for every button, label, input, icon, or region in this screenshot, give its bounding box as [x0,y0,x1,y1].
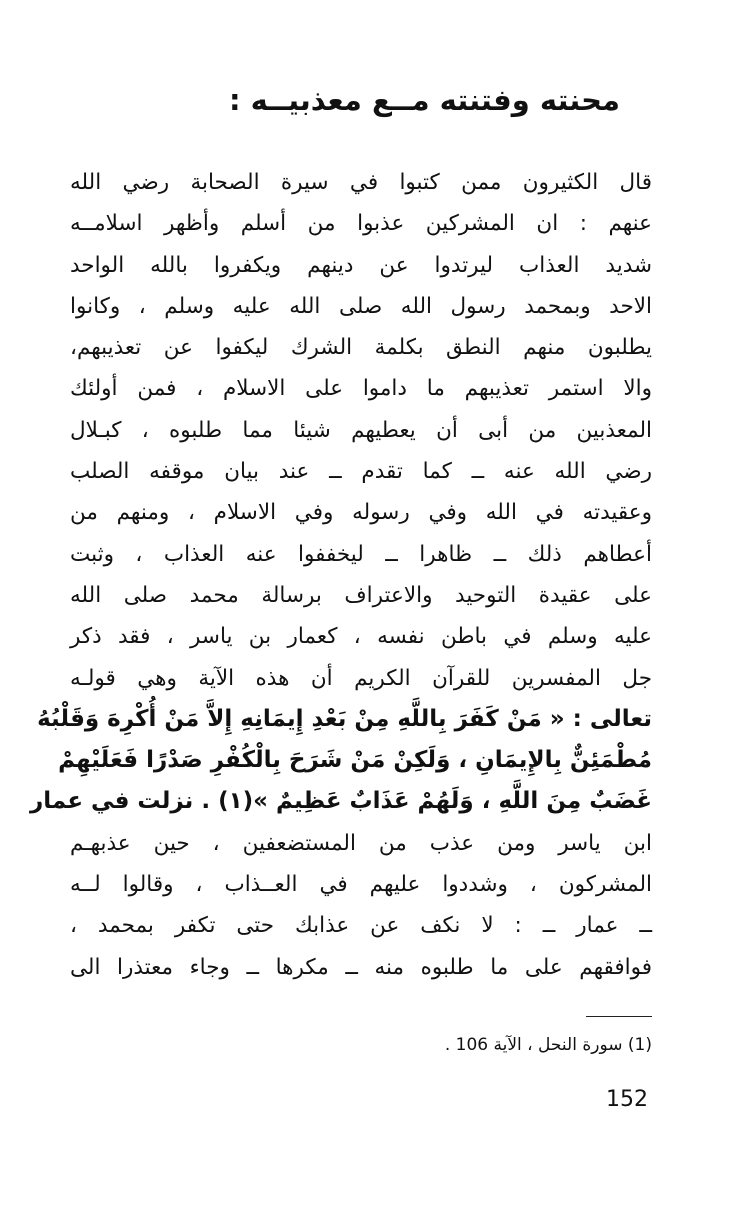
body-line: المشركون ، وشددوا عليهم في العــذاب ، وقالوا لــه [70,872,652,898]
body-line: ــ عمار ــ : لا نكف عن عذابك حتى تكفر بمحمد ، [70,913,652,939]
body-line: ابن ياسر ومن عذب من المستضعفين ، حين عذبهـم [70,830,652,856]
body-line: فوافقهم على ما طلبوه منه ــ مكرها ــ وجاء معتذرا الى [70,954,652,980]
quran-verse-line: تعالى : « مَنْ كَفَرَ بِاللَّهِ مِنْ بَعْدِ إِيمَانِهِ إِلاَّ مَنْ أُكْرِهَ وَقَلْبُهُ [37,705,652,732]
quran-verse-line: مُطْمَئِنٌّ بِالإِيمَانِ ، وَلَكِنْ مَنْ شَرَحَ بِالْكُفْرِ صَدْرًا فَعَلَيْهِمْ [58,747,652,774]
page-number: 152 [606,1087,648,1112]
body-line: يطلبون منهم النطق بكلمة الشرك ليكفوا عن تعذيبهم، [70,335,652,361]
quran-verse-line: غَضَبٌ مِنَ اللَّهِ ، وَلَهُمْ عَذَابٌ عَظِيمٌ »(١) . نزلت في عمار [30,788,652,815]
body-line: عنهم : ان المشركين عذبوا من أسلم وأظهر اسلامــه [70,211,652,237]
body-line: شديد العذاب ليرتدوا عن دينهم ويكفروا بالله الواحد [70,252,652,278]
body-line: الاحد وبمحمد رسول الله صلى الله عليه وسلم ، وكانوا [70,293,652,319]
section-heading: محنته وفتنته مــع معذبيــه : [228,83,620,117]
body-line: وعقيدته في الله وفي رسوله وفي الاسلام ، ومنهم من [70,500,652,526]
body-line: والا استمر تعذيبهم ما داموا على الاسلام ، فمن أولئك [70,376,652,402]
body-line: رضي الله عنه ــ كما تقدم ــ عند بيان موقفه الصلب [70,459,652,485]
footnote-divider [586,1016,652,1017]
body-line: أعطاهم ذلك ــ ظاهرا ــ ليخففوا عنه العذاب ، وثبت [70,541,652,567]
body-line: المعذبين من أبى أن يعطيهم شيئا مما طلبوه ، كبـلال [70,417,652,443]
body-line: قال الكثيرون ممن كتبوا في سيرة الصحابة رضي الله [70,170,652,195]
footnote: (1) سورة النحل ، الآية 106 . [444,1035,652,1055]
body-line: على عقيدة التوحيد والاعتراف برسالة محمد صلى الله [70,582,652,608]
body-line: جل المفسرين للقرآن الكريم أن هذه الآية وهي قولـه [70,665,652,691]
body-line: عليه وسلم في باطن نفسه ، كعمار بن ياسر ، فقد ذكر [70,624,652,650]
body-text [30,162,652,988]
